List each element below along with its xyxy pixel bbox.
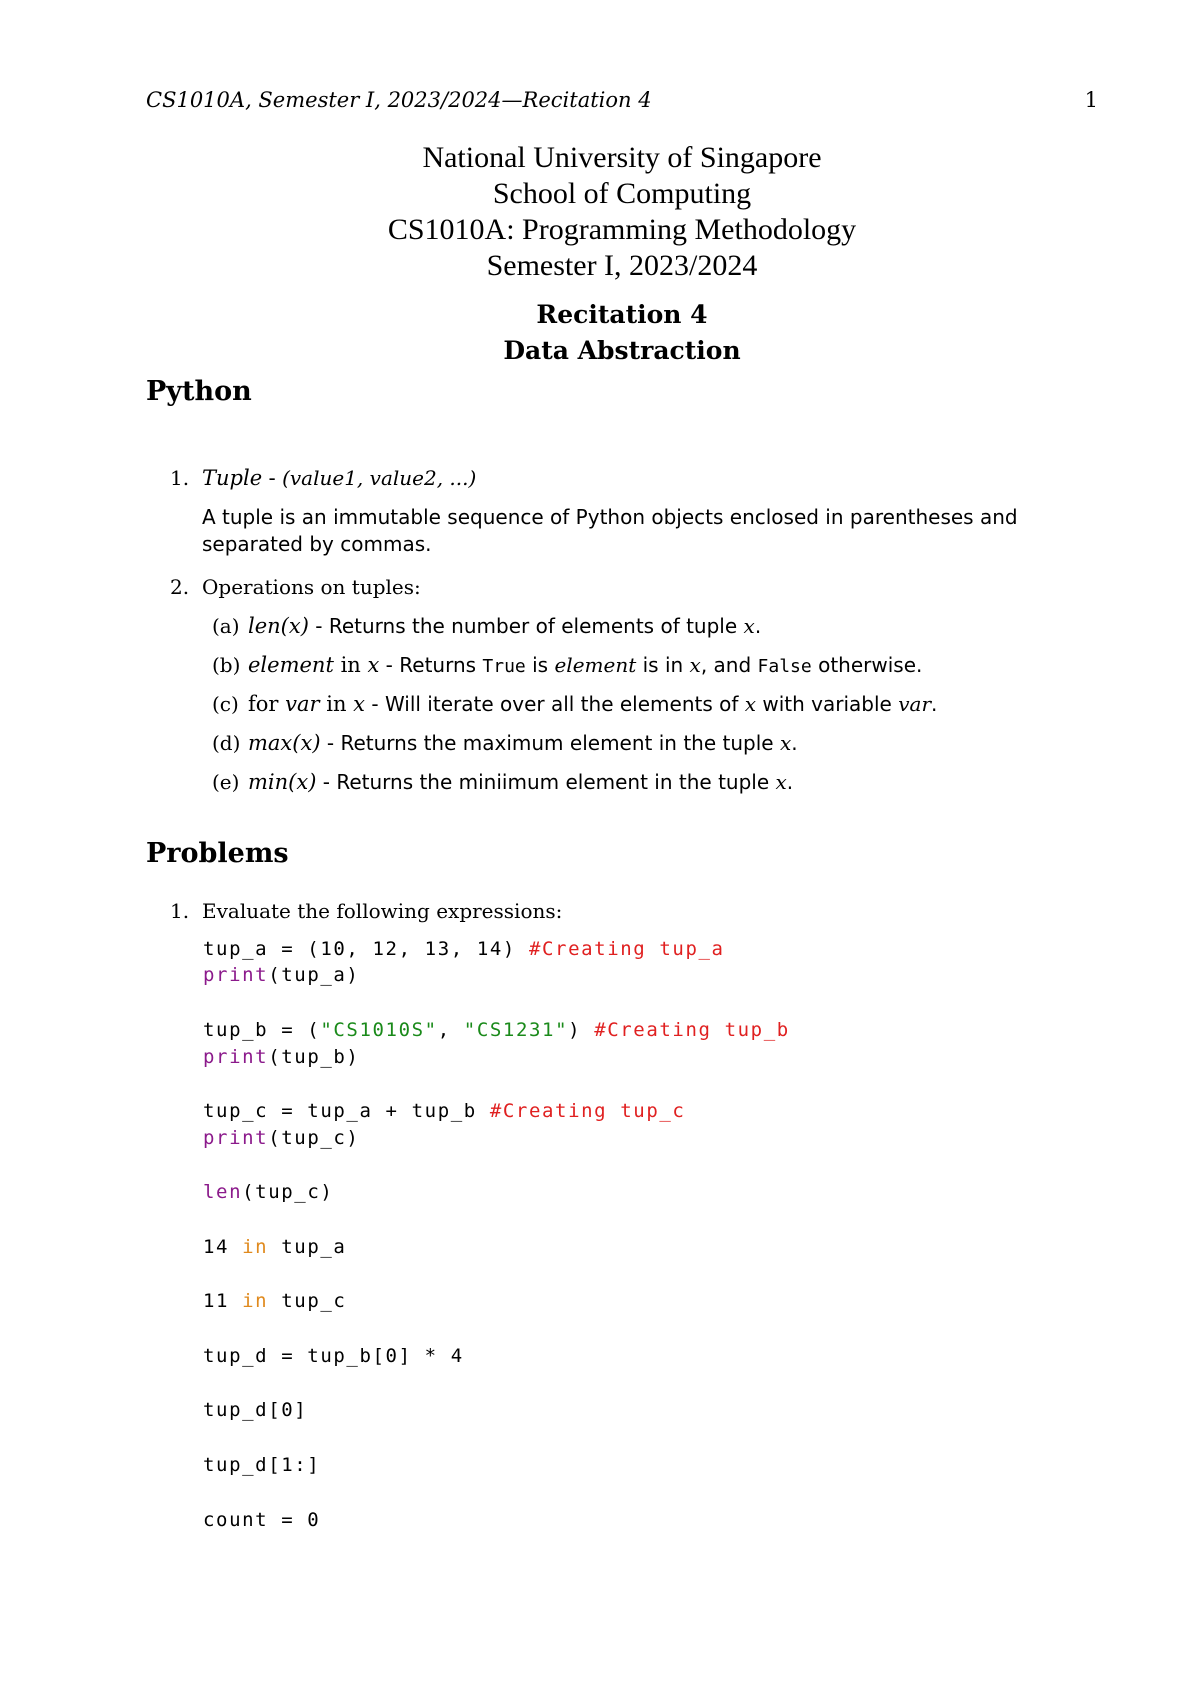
string-literal: "CS1231" [463, 1019, 569, 1041]
in-keyword: in [242, 1290, 269, 1312]
math-var: x [743, 614, 755, 638]
tuple-syntax: (value1, value2, ...) [282, 466, 477, 490]
op-term: min(x) [248, 770, 317, 794]
code-line: 11 in tup_c [203, 1290, 347, 1312]
code-line: tup_d = tup_b[0] * 4 [203, 1345, 464, 1367]
in-keyword: in [319, 692, 354, 716]
school-name: School of Computing [492, 177, 752, 210]
op-text: with variable [756, 692, 899, 716]
operation-in [212, 653, 922, 677]
operation-len [212, 614, 761, 638]
course-name: CS1010A: Programming Methodology [387, 213, 857, 246]
in-keyword: in [333, 653, 368, 677]
string-literal: "CS1010S" [320, 1019, 438, 1041]
page-number: 1 [1084, 88, 1098, 112]
op-text: - Returns the number of elements of tuple [308, 614, 744, 638]
print-keyword: print [203, 1127, 269, 1149]
problems-heading: Problems [146, 838, 289, 869]
true-literal: True [482, 656, 526, 677]
document-title [146, 297, 1098, 369]
operation-min [212, 770, 793, 794]
code-line: print(tup_c) [203, 1127, 360, 1149]
op-end: . [931, 692, 938, 716]
op-text: otherwise. [811, 653, 923, 677]
recitation-topic: Data Abstraction [503, 336, 741, 365]
sub-label: (d) [212, 731, 241, 755]
op-text: - Returns the miniimum element in the tuple [316, 770, 776, 794]
op-text: , and [700, 653, 758, 677]
semester: Semester I, 2023/2024 [486, 249, 758, 282]
op-end: . [754, 614, 762, 638]
running-title: CS1010A, Semester I, 2023/2024—Recitation 4 [146, 88, 652, 112]
operations-label: Operations on tuples: [202, 575, 421, 599]
math-var: x [775, 770, 787, 794]
operation-for [212, 692, 937, 716]
recitation-number: Recitation 4 [536, 300, 708, 329]
tuple-description: A tuple is an immutable sequence of Python objects enclosed in parentheses and separated by commas. [202, 505, 1018, 556]
math-var: x [689, 653, 701, 677]
item-number: 1. [170, 899, 190, 923]
print-keyword: print [203, 964, 269, 986]
tuple-term: Tuple [202, 466, 263, 490]
code-line: tup_c = tup_a + tup_b #Creating tup_c [203, 1100, 686, 1122]
op-text: - Will iterate over all the elements of [365, 692, 745, 716]
code-line: print(tup_a) [203, 964, 360, 986]
sub-label: (c) [212, 692, 239, 716]
op-text: - Returns [379, 653, 483, 677]
code-comment: #Creating tup_c [489, 1100, 686, 1122]
python-heading: Python [146, 376, 252, 407]
in-keyword: in [242, 1236, 269, 1258]
code-line: count = 0 [203, 1509, 321, 1531]
running-header [146, 88, 1098, 112]
code-line: tup_d[0] [203, 1399, 308, 1421]
op-term: max(x) [248, 731, 321, 755]
item-number: 1. [170, 466, 190, 490]
op-term: var [285, 692, 320, 716]
math-var: var [898, 692, 932, 716]
code-line: tup_d[1:] [203, 1454, 321, 1476]
op-text: - Returns the maximum element in the tuple [320, 731, 780, 755]
print-keyword: print [203, 1046, 269, 1068]
op-x: x [367, 653, 380, 677]
code-line: tup_b = ("CS1010S", "CS1231") #Creating tup_b [203, 1019, 790, 1041]
math-var: x [779, 731, 792, 755]
problem-label: Evaluate the following expressions: [202, 899, 563, 923]
op-term: element [554, 653, 637, 677]
len-keyword: len [203, 1181, 243, 1203]
code-comment: #Creating tup_b [594, 1019, 790, 1041]
for-keyword: for [248, 692, 286, 716]
code-line: 14 in tup_a [203, 1236, 347, 1258]
sub-label: (a) [212, 614, 240, 638]
code-line: print(tup_b) [203, 1046, 360, 1068]
dash: - [262, 466, 283, 490]
operation-max [212, 731, 798, 755]
op-x: x [353, 692, 366, 716]
title-block [146, 140, 1098, 284]
false-literal: False [757, 656, 812, 677]
op-end: . [791, 731, 798, 755]
op-text: is [525, 653, 555, 677]
code-line: len(tup_c) [203, 1181, 334, 1203]
code-comment: #Creating tup_a [528, 938, 725, 960]
sub-label: (b) [212, 653, 241, 677]
item-number: 2. [170, 575, 190, 599]
op-term: element [248, 653, 334, 677]
op-end: . [786, 770, 794, 794]
math-var: x [744, 692, 757, 716]
op-text: is in [636, 653, 690, 677]
code-line: tup_a = (10, 12, 13, 14) #Creating tup_a [203, 938, 725, 960]
op-term: len(x) [248, 614, 309, 638]
sub-label: (e) [212, 770, 240, 794]
university-name: National University of Singapore [422, 141, 822, 174]
